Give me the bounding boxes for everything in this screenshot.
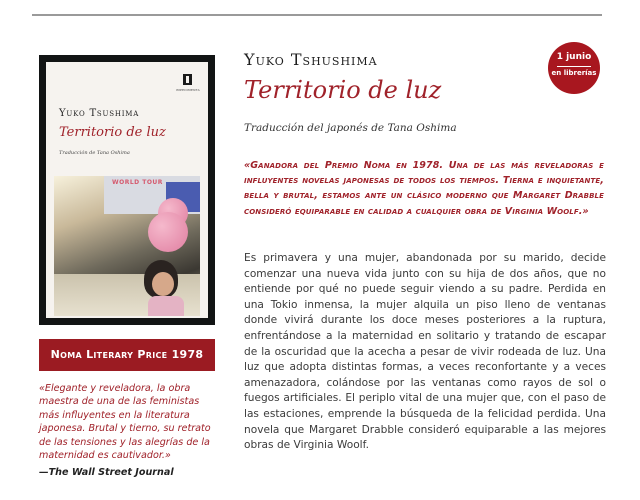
book-blurb: «Ganadora del Premio Noma en 1978. Una de las más reveladoras e influyentes novelas japonesas de todos los tiempos. Tierna e inquietante, bella y brutal, estamos ante un clásico moderno que Margaret Drabble consideró equiparable en calidad a cualquier obra de Virginia Woolf.» [244, 160, 604, 217]
balloon-icon [148, 212, 188, 252]
cover-translator: Traducción de Tana Oshima [59, 150, 130, 156]
cover-photo [54, 176, 200, 316]
photo-girl-shirt [148, 296, 184, 316]
book-author: Yuko Tshushima [244, 50, 378, 69]
release-divider [557, 66, 591, 67]
photo-sign-text: WORLD TOUR [112, 179, 163, 186]
photo-girl-face [152, 272, 174, 296]
release-badge [548, 42, 600, 94]
release-date: 1 junio [556, 52, 592, 62]
book-cover-page [46, 62, 208, 318]
top-divider [32, 14, 602, 16]
review-quote: «Elegante y reveladora, la obra maestra de una de las feministas más influyentes en la literatura japonesa. Brutal y tierno, su retrato de las tensiones y las alegrías de la maternidad es cautivador.» [39, 383, 211, 462]
cover-author: Yuko Tsushima [59, 108, 140, 119]
publisher-logo-icon [183, 74, 192, 85]
book-translation-credit: Traducción del japonés de Tana Oshima [244, 122, 457, 134]
book-title: Territorio de luz [244, 76, 442, 104]
book-cover [39, 55, 215, 325]
award-banner: Noma Literary Price 1978 [39, 339, 215, 371]
cover-publisher: IMPEDIMENTA [175, 88, 200, 92]
release-label: en librerías [551, 69, 597, 77]
review-source: —The Wall Street Journal [39, 467, 174, 478]
cover-title: Territorio de luz [59, 125, 166, 140]
book-synopsis: Es primavera y una mujer, abandonada por su marido, decide comenzar una nueva vida junto con su hija de dos años, que no entiende por qué no puede seguir viendo a su padre. Perdida en una Tokio inmensa, la mujer alquila un piso lleno de ventanas donde vivirá durante los doce meses posteriores a la ruptura, enfrentándose a la maternidad en solitario y tratando de escapar de la oscuridad que la acecha a pesar de vivir rodeada de luz. Una luz que adopta distintas formas, a veces reconfortante y a veces amenazadora, colándose por las ventanas como rayos de sol o fuegos artificiales. El periplo vital de una mujer que, con el paso de las estaciones, emprende la búsqueda de la felicidad perdida. Una novela que Margaret Drabble consideró equiparable a las mejores obras de Virginia Woolf. [244, 252, 606, 452]
